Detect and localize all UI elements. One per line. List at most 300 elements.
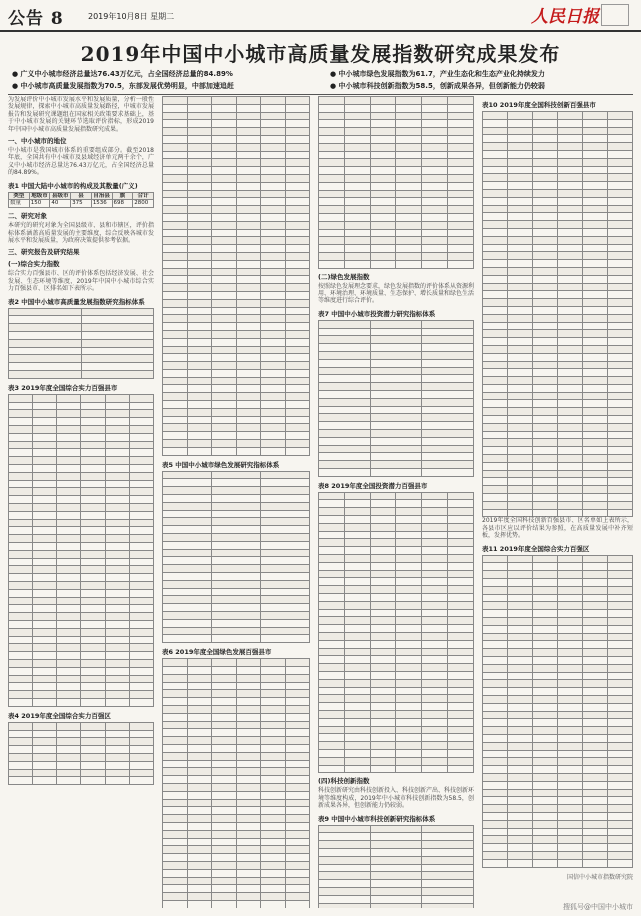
table-cell [163, 393, 188, 401]
table-4 [8, 722, 154, 785]
table-cell [57, 426, 81, 434]
table-cell [422, 562, 448, 570]
table-cell [396, 711, 422, 719]
table-row [483, 844, 633, 852]
table-cell [608, 828, 633, 836]
table-row [483, 727, 633, 735]
table-row [163, 635, 310, 643]
table-cell [33, 480, 57, 488]
table-cell [33, 402, 57, 410]
table-cell [558, 586, 583, 594]
table-cell [608, 431, 633, 439]
table-cell [163, 447, 188, 455]
table-cell [533, 672, 558, 680]
table-cell [9, 777, 33, 785]
table-2 [8, 308, 154, 379]
table-cell [285, 120, 310, 128]
table-cell [483, 509, 508, 517]
table-cell [608, 470, 633, 478]
table-cell [396, 555, 422, 563]
table-cell [583, 486, 608, 494]
table-cell [9, 332, 82, 340]
table-cell [396, 151, 422, 159]
table-row [9, 691, 154, 699]
table-cell [163, 604, 212, 612]
table-cell [396, 97, 422, 105]
table-cell [163, 635, 212, 643]
table-cell [9, 738, 33, 746]
table-cell [163, 721, 188, 729]
table-cell [212, 229, 237, 237]
table-cell [370, 887, 422, 895]
table-row [9, 347, 154, 355]
table-row [483, 158, 633, 166]
table-cell [483, 641, 508, 649]
table-cell [370, 344, 422, 352]
table-cell [448, 508, 474, 516]
table-row [319, 679, 474, 687]
table-cell [483, 470, 508, 478]
table-row [163, 479, 310, 487]
table-cell [558, 314, 583, 322]
table-cell [533, 158, 558, 166]
table-cell [9, 769, 33, 777]
table-cell [370, 864, 422, 872]
table-cell [57, 698, 81, 706]
table-row [9, 698, 154, 706]
table-cell [33, 426, 57, 434]
table-cell [422, 864, 474, 872]
table-cell [608, 781, 633, 789]
table-cell [81, 371, 154, 379]
table-cell [163, 385, 188, 393]
table-row [9, 363, 154, 371]
table-cell [558, 594, 583, 602]
table-cell [608, 408, 633, 416]
table-cell [508, 306, 533, 314]
table-cell [448, 120, 474, 128]
table-cell [261, 97, 286, 105]
table-row [9, 316, 154, 324]
table-row [163, 861, 310, 869]
table-cell [285, 830, 310, 838]
table-cell [9, 457, 33, 465]
table-cell [370, 718, 396, 726]
table-cell [608, 447, 633, 455]
table-cell [533, 416, 558, 424]
table-cell [422, 742, 448, 750]
table-cell [370, 383, 422, 391]
table-row [319, 351, 474, 359]
highlights-rule [8, 94, 633, 95]
table-row [163, 245, 310, 253]
table-cell [448, 159, 474, 167]
table-cell [508, 509, 533, 517]
table-cell [508, 486, 533, 494]
table-row [483, 820, 633, 828]
table-cell [105, 636, 129, 644]
table-cell [533, 812, 558, 820]
table-cell [285, 206, 310, 214]
table-cell [212, 541, 261, 549]
table-cell [212, 869, 237, 877]
table-cell [370, 856, 422, 864]
table-cell [81, 332, 154, 340]
table-cell [236, 284, 261, 292]
table-row [163, 174, 310, 182]
table-cell [370, 648, 396, 656]
table-cell [344, 765, 370, 773]
table-cell [533, 797, 558, 805]
table-cell [422, 422, 474, 430]
table-cell [285, 128, 310, 136]
table-cell [81, 605, 105, 613]
table-cell [187, 190, 212, 198]
table-cell [583, 805, 608, 813]
table-cell [81, 496, 105, 504]
table-row [163, 213, 310, 221]
table-cell [319, 182, 345, 190]
table-cell [344, 206, 370, 214]
table-cell [422, 734, 448, 742]
table-cell [285, 276, 310, 284]
table-cell [212, 619, 261, 627]
table-cell [212, 330, 237, 338]
table-cell [212, 128, 237, 136]
table-cell [396, 492, 422, 500]
table-row [163, 471, 310, 479]
table-cell [57, 441, 81, 449]
table-cell [261, 690, 286, 698]
table-cell [483, 135, 508, 143]
table-cell [508, 859, 533, 867]
table-cell [319, 578, 345, 586]
table-cell [187, 885, 212, 893]
table-row [9, 496, 154, 504]
table-cell [396, 586, 422, 594]
table-cell [129, 441, 153, 449]
table-cell [212, 580, 261, 588]
table-cell [370, 359, 422, 367]
table-cell [319, 895, 371, 903]
table-row [9, 457, 154, 465]
table-cell [448, 252, 474, 260]
table-cell [370, 703, 396, 711]
table-cell [212, 705, 237, 713]
table-cell [508, 361, 533, 369]
table-cell [319, 765, 345, 773]
table-cell [163, 299, 188, 307]
table-cell [105, 550, 129, 558]
table-cell [508, 384, 533, 392]
table-cell [608, 563, 633, 571]
table-cell [57, 613, 81, 621]
table-cell [344, 500, 370, 508]
table-row [483, 836, 633, 844]
table-cell [319, 633, 345, 641]
table-cell [187, 721, 212, 729]
table-row [483, 672, 633, 680]
table-cell [558, 392, 583, 400]
table-cell [508, 750, 533, 758]
table-cell [319, 237, 345, 245]
table-cell [319, 398, 371, 406]
table-cell [508, 189, 533, 197]
table-cell [319, 468, 371, 476]
table-cell [319, 406, 371, 414]
table-row [319, 903, 474, 908]
table-cell [583, 213, 608, 221]
table-cell [261, 151, 286, 159]
table-cell [163, 822, 188, 830]
table-cell [212, 721, 237, 729]
table-cell [422, 508, 448, 516]
table-cell [212, 260, 237, 268]
table-cell [558, 416, 583, 424]
table-cell [163, 502, 212, 510]
table-cell [533, 486, 558, 494]
table-cell [483, 228, 508, 236]
table-cell [163, 744, 188, 752]
table-cell [33, 457, 57, 465]
table-cell [422, 841, 474, 849]
table-cell [483, 851, 508, 859]
table-row [319, 390, 474, 398]
table-cell [483, 836, 508, 844]
table-cell [344, 711, 370, 719]
table-cell [105, 698, 129, 706]
table-cell [448, 523, 474, 531]
table-row [163, 830, 310, 838]
table-row [483, 509, 633, 517]
table-cell [508, 283, 533, 291]
table-cell [236, 713, 261, 721]
table-cell [319, 167, 345, 175]
table-cell [533, 127, 558, 135]
table-cell [508, 657, 533, 665]
table-cell [187, 705, 212, 713]
table-cell [9, 347, 82, 355]
table-cell [57, 722, 81, 730]
table-cell [422, 672, 448, 680]
table-cell [533, 150, 558, 158]
table-cell [9, 324, 82, 332]
table-cell [533, 711, 558, 719]
table-cell [508, 143, 533, 151]
table-cell [508, 836, 533, 844]
table-cell [508, 299, 533, 307]
table-cell [533, 345, 558, 353]
table-cell [105, 574, 129, 582]
table-cell [319, 198, 345, 206]
table-cell [483, 369, 508, 377]
table-cell [212, 151, 237, 159]
table-row [163, 385, 310, 393]
table-cell [558, 742, 583, 750]
table-cell [558, 213, 583, 221]
table-row [9, 308, 154, 316]
table-cell [483, 205, 508, 213]
table-cell [422, 112, 448, 120]
table-row [319, 492, 474, 500]
table-cell [583, 423, 608, 431]
table-cell [508, 664, 533, 672]
table-cell [212, 291, 237, 299]
table-cell [422, 648, 448, 656]
table-10 [482, 111, 633, 517]
table-cell [129, 667, 153, 675]
table-cell [422, 880, 474, 888]
table-cell [105, 433, 129, 441]
table-cell [608, 338, 633, 346]
table-cell [370, 406, 422, 414]
table-cell [236, 315, 261, 323]
table-cell [163, 354, 188, 362]
table-row [163, 580, 310, 588]
table-row [319, 97, 474, 105]
table-cell [285, 401, 310, 409]
table-cell [285, 135, 310, 143]
table-cell [608, 275, 633, 283]
table-cell [558, 205, 583, 213]
table-cell [533, 361, 558, 369]
table-cell [129, 620, 153, 628]
table-cell [81, 433, 105, 441]
table-cell [608, 594, 633, 602]
table-cell [261, 315, 286, 323]
table-11-caption: 表11 2019年度全国综合实力百强区 [482, 544, 590, 553]
table-row [319, 190, 474, 198]
table-cell [344, 656, 370, 664]
table-row [483, 400, 633, 408]
table-cell [508, 555, 533, 563]
table-row [483, 773, 633, 781]
table-cell [396, 182, 422, 190]
table-cell [483, 182, 508, 190]
table-row [163, 526, 310, 534]
table-row [9, 480, 154, 488]
table-cell [285, 768, 310, 776]
table-row [319, 742, 474, 750]
table-cell [344, 679, 370, 687]
table-cell [508, 236, 533, 244]
table-cell [163, 729, 188, 737]
table-cell [558, 828, 583, 836]
table-cell [483, 579, 508, 587]
table-cell [608, 680, 633, 688]
table-cell [583, 369, 608, 377]
table-cell [370, 336, 422, 344]
table-cell [33, 659, 57, 667]
table-cell [212, 690, 237, 698]
table-cell [533, 610, 558, 618]
table-cell [370, 182, 396, 190]
table-cell [558, 369, 583, 377]
table-cell [558, 283, 583, 291]
table-cell [187, 159, 212, 167]
table-cell [261, 128, 286, 136]
table-row [483, 127, 633, 135]
table-cell [129, 753, 153, 761]
table-cell [448, 182, 474, 190]
table-cell [558, 353, 583, 361]
table-cell [261, 252, 286, 260]
table-cell [483, 602, 508, 610]
table-row [9, 558, 154, 566]
table-cell [9, 667, 33, 675]
table-row [319, 523, 474, 531]
table-cell [558, 680, 583, 688]
table-cell [105, 761, 129, 769]
table-row [163, 791, 310, 799]
table-cell [212, 206, 237, 214]
table-cell [448, 500, 474, 508]
table-cell [261, 838, 286, 846]
table-cell [187, 276, 212, 284]
table-cell [236, 260, 261, 268]
table-row [319, 336, 474, 344]
table-cell [558, 470, 583, 478]
table-cell [105, 738, 129, 746]
table-cell [422, 825, 474, 833]
table-cell [422, 367, 474, 375]
table-cell [396, 562, 422, 570]
innovation-paragraph: 科技创新研究由科技创新投入、科技创新产出、科技创新环境等维度构成，2019年中小城市科技创新指数为58.5，创新成果各异，但创新能力仍较弱。 [318, 787, 474, 810]
table-cell [483, 283, 508, 291]
table-cell [558, 618, 583, 626]
table-cell [422, 640, 448, 648]
table-cell [285, 900, 310, 908]
table-cell [285, 698, 310, 706]
table-cell [212, 354, 237, 362]
section-heading-1: 一、中小城市的地位 [8, 137, 67, 146]
table-row [319, 468, 474, 476]
table-cell [583, 797, 608, 805]
table-cell [558, 486, 583, 494]
table-cell [583, 478, 608, 486]
table-cell [129, 738, 153, 746]
table-cell [396, 617, 422, 625]
table-cell [129, 675, 153, 683]
table-row [9, 581, 154, 589]
table-cell [583, 470, 608, 478]
table-row [9, 504, 154, 512]
table-cell [129, 589, 153, 597]
table-row [9, 589, 154, 597]
table-cell [483, 680, 508, 688]
table-cell [583, 657, 608, 665]
table-cell [533, 657, 558, 665]
table-cell [370, 97, 396, 105]
table-cell [81, 581, 105, 589]
table-cell [187, 744, 212, 752]
table-cell [261, 307, 286, 315]
table-cell [583, 112, 608, 120]
table-cell [422, 547, 448, 555]
table-cell [9, 511, 33, 519]
table-row [163, 822, 310, 830]
table-cell [508, 672, 533, 680]
table-cell [319, 453, 371, 461]
table-cell [508, 260, 533, 268]
table-cell [163, 838, 188, 846]
table-cell [57, 511, 81, 519]
table-cell [285, 705, 310, 713]
table-cell [236, 206, 261, 214]
table-cell [187, 807, 212, 815]
table-row [319, 143, 474, 151]
table-cell [236, 900, 261, 908]
